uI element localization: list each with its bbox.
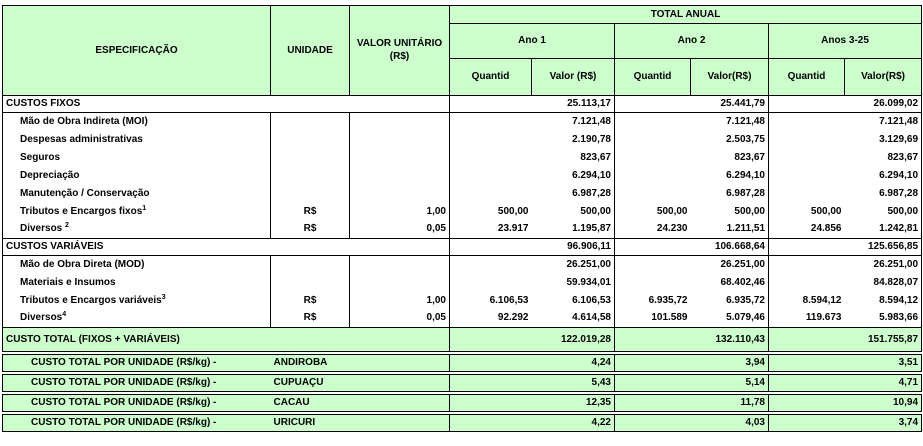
qty-cell: 92.292 bbox=[450, 310, 532, 328]
header-total-anual: TOTAL ANUAL bbox=[450, 6, 922, 24]
value-cell: 26.251,00 bbox=[532, 256, 615, 274]
total-label: CUSTO TOTAL (FIXOS + VARIÁVEIS) bbox=[3, 328, 450, 352]
footnote-marker: 3 bbox=[161, 293, 166, 301]
value-cell: 823,67 bbox=[532, 149, 615, 167]
row-label bbox=[3, 256, 271, 274]
blank-cell bbox=[615, 355, 691, 372]
per-unit-label: CUSTO TOTAL POR UNIDADE (R$/kg) - bbox=[3, 395, 271, 412]
header-year-3: Anos 3-25 bbox=[769, 24, 922, 59]
blank-cell bbox=[769, 355, 845, 372]
row-label bbox=[3, 113, 271, 131]
section-total: 106.668,64 bbox=[691, 239, 769, 256]
per-unit-value: 4,71 bbox=[845, 375, 922, 392]
unit-cell bbox=[271, 149, 350, 167]
qty-cell: 24.230 bbox=[615, 221, 691, 239]
table-row bbox=[3, 395, 922, 412]
section-label: CUSTOS VARIÁVEIS bbox=[3, 239, 450, 256]
table-row bbox=[3, 328, 922, 352]
value-cell: 5.079,46 bbox=[691, 310, 769, 328]
header-qty-1: Quantid bbox=[450, 59, 532, 96]
qty-cell bbox=[615, 274, 691, 292]
table-row bbox=[3, 239, 922, 256]
row-label bbox=[3, 292, 271, 310]
value-cell: 500,00 bbox=[845, 203, 922, 221]
qty-cell bbox=[769, 131, 845, 149]
value-cell: 8.594,12 bbox=[845, 292, 922, 310]
unit-cell bbox=[271, 131, 350, 149]
table-row bbox=[3, 113, 922, 131]
per-unit-value: 4,22 bbox=[532, 415, 615, 432]
qty-cell: 500,00 bbox=[656, 205, 688, 217]
row-label bbox=[3, 185, 271, 203]
header-year-2: Ano 2 bbox=[615, 24, 769, 59]
qty-cell bbox=[615, 167, 691, 185]
table-row bbox=[3, 149, 922, 167]
header-val-3: Valor(R$) bbox=[845, 59, 922, 96]
unit-value-cell: 0,05 bbox=[350, 310, 450, 328]
per-unit-value: 4,03 bbox=[691, 415, 769, 432]
blank-cell bbox=[615, 328, 691, 352]
unit-value-cell: 1,00 bbox=[350, 203, 450, 221]
row-label-text: Seguros bbox=[20, 151, 61, 163]
footnote-marker: 4 bbox=[62, 311, 67, 319]
qty-cell bbox=[450, 274, 532, 292]
blank-cell bbox=[450, 239, 532, 256]
row-label-text: Manutenção / Conservação bbox=[20, 187, 150, 199]
total-value: 122.019,28 bbox=[532, 328, 615, 352]
qty-cell bbox=[769, 149, 845, 167]
row-label-text: Mão de Obra Indireta (MOI) bbox=[20, 115, 148, 127]
qty-cell: 8.594,12 bbox=[802, 294, 842, 306]
qty-cell bbox=[450, 256, 532, 274]
unit-cell bbox=[271, 167, 350, 185]
per-unit-value: 5,43 bbox=[532, 375, 615, 392]
value-cell: 1.195,87 bbox=[532, 221, 615, 239]
value-cell: 2.503,75 bbox=[691, 131, 769, 149]
per-unit-label: CUSTO TOTAL POR UNIDADE (R$/kg) - bbox=[3, 375, 271, 392]
value-cell: 6.294,10 bbox=[845, 167, 922, 185]
section-total: 125.656,85 bbox=[845, 239, 922, 256]
blank-cell bbox=[450, 375, 532, 392]
qty-cell bbox=[450, 131, 532, 149]
value-cell: 1.211,51 bbox=[691, 221, 769, 239]
unit-cell bbox=[271, 185, 350, 203]
unit-cell bbox=[271, 113, 350, 131]
row-label-text: Tributos e Encargos variáveis bbox=[20, 294, 162, 306]
table-row bbox=[3, 221, 922, 239]
qty-cell bbox=[769, 185, 845, 203]
per-unit-label: CUSTO TOTAL POR UNIDADE (R$/kg) - bbox=[3, 355, 271, 372]
qty-cell: 23.917 bbox=[450, 221, 532, 239]
row-label bbox=[3, 310, 271, 328]
unit-cell bbox=[271, 274, 350, 292]
unit-cell: R$ bbox=[271, 310, 350, 328]
row-label bbox=[3, 203, 271, 221]
unit-value-cell: 1,00 bbox=[350, 292, 450, 310]
qty-cell bbox=[769, 256, 845, 274]
table-row bbox=[3, 96, 922, 113]
cost-table bbox=[2, 5, 922, 432]
unit-value-cell bbox=[350, 149, 450, 167]
header-qty-3: Quantid bbox=[769, 59, 845, 96]
qty-cell: 24.856 bbox=[769, 221, 845, 239]
value-cell: 1.242,81 bbox=[845, 221, 922, 239]
blank-cell bbox=[769, 395, 845, 412]
value-cell: 6.294,10 bbox=[691, 167, 769, 185]
qty-cell bbox=[450, 185, 532, 203]
value-cell: 5.983,66 bbox=[845, 310, 922, 328]
table-row bbox=[3, 167, 922, 185]
unit-value-cell: 0,05 bbox=[350, 221, 450, 239]
blank-cell bbox=[615, 395, 691, 412]
value-cell: 84.828,07 bbox=[845, 274, 922, 292]
blank-cell bbox=[450, 415, 532, 432]
per-unit-value: 12,35 bbox=[532, 395, 615, 412]
unit-cell bbox=[271, 256, 350, 274]
per-unit-value: 5,14 bbox=[691, 375, 769, 392]
per-unit-value: 11,78 bbox=[691, 395, 769, 412]
qty-cell bbox=[615, 185, 691, 203]
blank-cell bbox=[769, 375, 845, 392]
qty-cell: 101.589 bbox=[615, 310, 691, 328]
blank-cell bbox=[769, 328, 845, 352]
row-label bbox=[3, 167, 271, 185]
value-cell: 7.121,48 bbox=[532, 113, 615, 131]
value-cell: 4.614,58 bbox=[532, 310, 615, 328]
per-unit-product: ANDIROBA bbox=[271, 355, 450, 372]
section-label: CUSTOS FIXOS bbox=[3, 96, 450, 113]
footnote-marker: 1 bbox=[142, 204, 147, 212]
blank-cell bbox=[615, 375, 691, 392]
per-unit-value: 3,74 bbox=[845, 415, 922, 432]
blank-cell bbox=[450, 96, 532, 113]
value-cell: 2.190,78 bbox=[532, 131, 615, 149]
footnote-marker: 2 bbox=[65, 222, 69, 230]
section-total: 25.113,17 bbox=[532, 96, 615, 113]
table-row bbox=[3, 185, 922, 203]
row-label bbox=[3, 274, 271, 292]
unit-value-cell bbox=[350, 167, 450, 185]
value-cell: 59.934,01 bbox=[532, 274, 615, 292]
blank-cell bbox=[450, 328, 532, 352]
qty-cell: 500,00 bbox=[810, 205, 842, 217]
blank-cell bbox=[615, 239, 691, 256]
row-label-text: Despesas administrativas bbox=[20, 133, 143, 145]
row-label bbox=[3, 131, 271, 149]
qty-cell bbox=[450, 167, 532, 185]
qty-cell bbox=[769, 274, 845, 292]
qty-cell bbox=[450, 149, 532, 167]
blank-cell bbox=[769, 96, 845, 113]
qty-cell: 6.106,53 bbox=[489, 294, 529, 306]
row-label-text: Materiais e Insumos bbox=[20, 276, 116, 288]
section-total: 26.099,02 bbox=[845, 96, 922, 113]
table-row bbox=[3, 292, 922, 310]
value-cell: 6.987,28 bbox=[691, 185, 769, 203]
header-val-1: Valor (R$) bbox=[532, 59, 615, 96]
unit-value-cell bbox=[350, 131, 450, 149]
row-label-text: Mão de Obra Direta (MOD) bbox=[20, 258, 145, 270]
per-unit-product: CUPUAÇU bbox=[271, 375, 450, 392]
value-cell: 26.251,00 bbox=[691, 256, 769, 274]
row-label-text: Diversos bbox=[20, 223, 66, 235]
value-cell: 823,67 bbox=[691, 149, 769, 167]
header-qty-2: Quantid bbox=[615, 59, 691, 96]
per-unit-value: 3,51 bbox=[845, 355, 922, 372]
value-cell: 6.106,53 bbox=[532, 292, 615, 310]
value-cell: 26.251,00 bbox=[845, 256, 922, 274]
value-cell: 6.935,72 bbox=[691, 292, 769, 310]
qty-cell bbox=[615, 149, 691, 167]
qty-cell: 6.935,72 bbox=[648, 294, 688, 306]
header-spec: ESPECIFICAÇÃO bbox=[3, 6, 271, 96]
header-val-2: Valor(R$) bbox=[691, 59, 769, 96]
row-label-text: Depreciação bbox=[20, 169, 80, 181]
table-row bbox=[3, 256, 922, 274]
qty-cell bbox=[615, 131, 691, 149]
value-cell: 500,00 bbox=[532, 203, 615, 221]
total-value: 151.755,87 bbox=[845, 328, 922, 352]
blank-cell bbox=[450, 355, 532, 372]
qty-cell bbox=[769, 113, 845, 131]
table-row bbox=[3, 203, 922, 221]
row-label-text: Diversos bbox=[20, 312, 63, 324]
blank-cell bbox=[769, 415, 845, 432]
table-row bbox=[3, 355, 922, 372]
table-row bbox=[3, 310, 922, 328]
blank-cell bbox=[615, 96, 691, 113]
row-label bbox=[3, 221, 271, 239]
table-row bbox=[3, 415, 922, 432]
row-label-text: Tributos e Encargos fixos bbox=[20, 205, 143, 217]
table-row bbox=[3, 375, 922, 392]
header-year-1: Ano 1 bbox=[450, 24, 615, 59]
per-unit-product: URICURI bbox=[271, 415, 450, 432]
value-cell: 68.402,46 bbox=[691, 274, 769, 292]
value-cell: 6.987,28 bbox=[532, 185, 615, 203]
per-unit-product: CACAU bbox=[271, 395, 450, 412]
value-cell: 3.129,69 bbox=[845, 131, 922, 149]
table-row bbox=[3, 274, 922, 292]
blank-cell bbox=[769, 239, 845, 256]
blank-cell bbox=[450, 395, 532, 412]
qty-cell bbox=[450, 113, 532, 131]
unit-value-cell bbox=[350, 256, 450, 274]
per-unit-label: CUSTO TOTAL POR UNIDADE (R$/kg) - bbox=[3, 415, 271, 432]
blank-cell bbox=[615, 415, 691, 432]
value-cell: 7.121,48 bbox=[845, 113, 922, 131]
qty-cell: 119.673 bbox=[769, 310, 845, 328]
per-unit-value: 4,24 bbox=[532, 355, 615, 372]
unit-value-cell bbox=[350, 274, 450, 292]
unit-value-cell bbox=[350, 113, 450, 131]
value-cell: 7.121,48 bbox=[691, 113, 769, 131]
section-total: 96.906,11 bbox=[532, 239, 615, 256]
qty-cell bbox=[615, 113, 691, 131]
qty-cell bbox=[615, 256, 691, 274]
value-cell: 6.294,10 bbox=[532, 167, 615, 185]
section-total: 25.441,79 bbox=[691, 96, 769, 113]
table-row bbox=[3, 131, 922, 149]
qty-cell bbox=[769, 167, 845, 185]
header-unit: UNIDADE bbox=[271, 6, 350, 96]
row-label bbox=[3, 149, 271, 167]
unit-cell: R$ bbox=[271, 221, 350, 239]
value-cell: 6.987,28 bbox=[845, 185, 922, 203]
value-cell: 500,00 bbox=[691, 203, 769, 221]
header-unit-value: VALOR UNITÁRIO (R$) bbox=[350, 6, 450, 96]
unit-value-cell bbox=[350, 185, 450, 203]
value-cell: 823,67 bbox=[845, 149, 922, 167]
per-unit-value: 10,94 bbox=[845, 395, 922, 412]
total-value: 132.110,43 bbox=[691, 328, 769, 352]
unit-cell: R$ bbox=[271, 292, 350, 310]
qty-cell: 500,00 bbox=[497, 205, 529, 217]
unit-cell: R$ bbox=[271, 203, 350, 221]
per-unit-value: 3,94 bbox=[691, 355, 769, 372]
